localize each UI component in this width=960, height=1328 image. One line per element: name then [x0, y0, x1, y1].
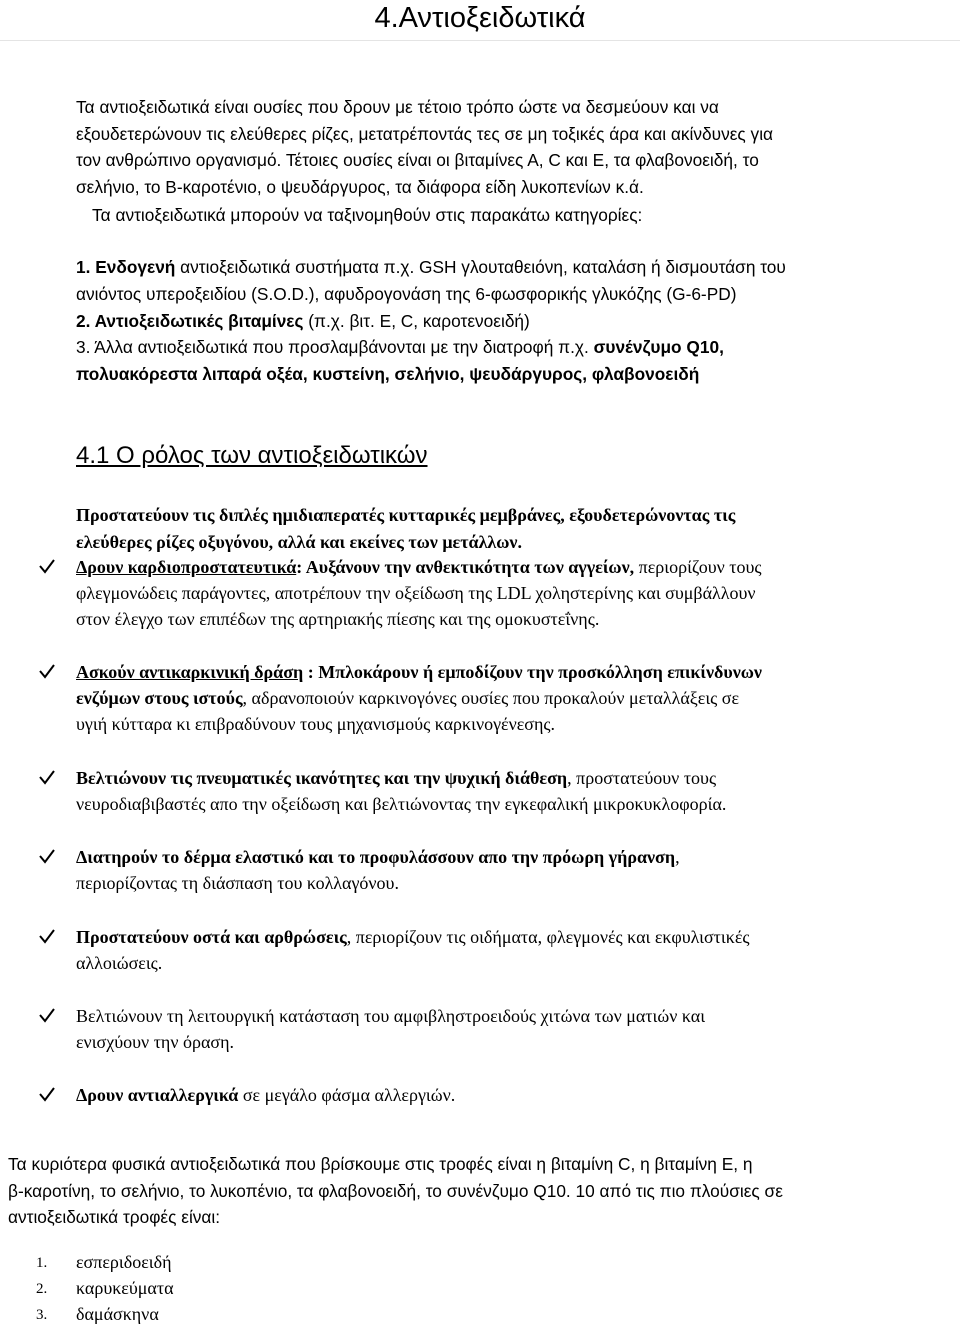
intro-line-1: Τα αντιοξειδωτικά είναι ουσίες που δρουν με τέτοιο τρόπο ώστε να δεσμεύουν και να [76, 97, 719, 117]
category-1-line-2: ανιόντος υπεροξειδίου (S.O.D.), αφυδρογονάση της 6-φωσφορικής γλυκόζης (G-6-PD) [76, 284, 737, 304]
category-1-text: αντιοξειδωτικά συστήματα π.χ. GSH γλουταθειόνη, καταλάση ή δισμουτάση του [175, 257, 786, 277]
bullet-5-line-2: αλλοιώσεις. [76, 953, 163, 973]
checkmark-icon [36, 925, 58, 947]
food-number: 1. [36, 1255, 48, 1271]
role-intro-line-2: ελεύθερες ρίζες οξυγόνου, αλλά και εκείνες των μετάλλων. [76, 532, 522, 552]
bullet-1-text: περιορίζουν τους [634, 557, 762, 577]
bullet-1-line-2: φλεγμονώδεις παράγοντες, αποτρέπουν την οξείδωση της LDL χοληστερίνης και συμβάλλουν [76, 583, 756, 603]
bullet-2-line-2-text: , αδρανοποιούν καρκινογόνες ουσίες που προκαλούν μεταλλάξεις σε [242, 688, 740, 708]
checkmark-icon [36, 766, 58, 788]
title-divider [0, 40, 960, 41]
bullet-2-line-3: υγιή κύτταρα κι επιβραδύνουν τους μηχανισμούς καρκινογένεσης. [76, 714, 556, 734]
bullet-1-title: Δρουν καρδιοπροστατευτικά [76, 557, 297, 577]
bullet-3-text: , προστατεύουν τους [567, 768, 717, 788]
bullet-3-line-2: νευροδιαβιβαστές απο την οξείδωση και βελτιώνοντας την εγκεφαλική μικροκυκλοφορία. [76, 794, 727, 814]
bullet-4-line-2: περιορίζοντας τη διάσπαση του κολλαγόνου. [76, 873, 399, 893]
food-number: 3. [36, 1307, 48, 1323]
category-3-text: 3. Άλλα αντιοξειδωτικά που προσλαμβάνονται με την διατροφή π.χ. [76, 337, 594, 357]
checkmark-icon [36, 1004, 58, 1026]
bullet-1-line-1 [76, 555, 762, 579]
intro-line-3: τον ανθρώπινο οργανισμό. Τέτοιες ουσίες είναι οι βιταμίνες Α, C και Ε, τα φλαβονοειδή, το [76, 150, 759, 170]
intro-line-4: σελήνιο, το Β-καροτένιο, ο ψευδάργυρος, τα διάφορα είδη λυκοπενίων κ.ά. [76, 177, 644, 197]
bullet-6-line-2: ενισχύουν την όραση. [76, 1032, 235, 1052]
checkmark-icon [36, 845, 58, 867]
closing-line-2: β-καροτίνη, το σελήνιο, το λυκοπένιο, τα φλαβονοειδή, το συνένζυμο Q10. 10 από τις πιο πλούσιες σε [8, 1181, 783, 1201]
bullet-4-title: Διατηρούν το δέρμα ελαστικό και το προφυλάσσουν απο την πρόωρη γήρανση [76, 847, 676, 867]
page-title: 4.Αντιοξειδωτικά [374, 2, 586, 34]
checkmark-icon [36, 555, 58, 577]
bullet-7-text: σε μεγάλο φάσμα αλλεργιών. [238, 1085, 456, 1105]
category-2-label: 2. Αντιοξειδωτικές βιταμίνες [76, 311, 304, 331]
intro-line-5: Τα αντιοξειδωτικά μπορούν να ταξινομηθούν στις παρακάτω κατηγορίες: [92, 205, 643, 225]
checkmark-icon [36, 660, 58, 682]
food-item: καρυκεύματα [76, 1278, 174, 1298]
bullet-1-line-3: στον έλεγχο των επιπέδων της αρτηριακής πίεσης και της ομοκυστεΐνης. [76, 609, 600, 629]
category-3-bold: συνένζυμο Q10, [593, 337, 724, 357]
bullet-5-title: Προστατεύουν οστά και αρθρώσεις [76, 927, 347, 947]
bullet-4-text: , [675, 847, 680, 867]
bullet-3-title: Βελτιώνουν τις πνευματικές ικανότητες και την ψυχική διάθεση [76, 768, 568, 788]
food-item: εσπεριδοειδή [76, 1252, 172, 1272]
checkmark-icon [36, 1083, 58, 1105]
bullet-3-line-1 [76, 766, 716, 790]
intro-line-2: εξουδετερώνουν τις ελεύθερες ρίζες, μετατρέποντάς τες σε μη τοξικές άρα και ακίνδυνες για [76, 124, 774, 144]
bullet-5-line-1 [76, 925, 750, 949]
category-1-label: 1. Ενδογενή [76, 257, 176, 277]
bullet-6-line-1: Βελτιώνουν τη λειτουργική κατάσταση του αμφιβληστροειδούς χιτώνα των ματιών και [76, 1006, 706, 1026]
category-3 [76, 335, 724, 359]
bullet-7-title: Δρουν αντιαλλεργικά [76, 1085, 239, 1105]
bullet-1-emphasis: : Αυξάνουν την ανθεκτικότητα των αγγείων, [296, 557, 635, 577]
section-heading: 4.1 Ο ρόλος των αντιοξειδωτικών [76, 442, 428, 469]
bullet-7-line-1 [76, 1083, 455, 1107]
bullet-2-line-1 [76, 660, 762, 684]
food-number: 2. [36, 1281, 48, 1297]
closing-line-3: αντιοξειδωτικά τροφές είναι: [8, 1207, 221, 1227]
category-2-text: (π.χ. βιτ. Ε, C, καροτενοειδή) [303, 311, 530, 331]
bullet-2-title: Ασκούν αντικαρκινική δράση [76, 662, 304, 682]
bullet-2-line-2 [76, 686, 739, 710]
category-2 [76, 309, 530, 333]
bullet-2-emphasis: : Μπλοκάρουν ή εμποδίζουν την προσκόλληση επικίνδυνων [303, 662, 762, 682]
bullet-5-text: , περιορίζουν τις οιδήματα, φλεγμονές και εκφυλιστικές [346, 927, 750, 947]
bullet-2-line-2-bold: ενζύμων στους ιστούς [76, 688, 243, 708]
category-3-line-2: πολυακόρεστα λιπαρά οξέα, κυστείνη, σελήνιο, ψευδάργυρος, φλαβονοειδή [76, 364, 700, 384]
role-intro-line-1: Προστατεύουν τις διπλές ημιδιαπερατές κυτταρικές μεμβράνες, εξουδετερώνοντας τις [76, 505, 736, 525]
food-item: δαμάσκηνα [76, 1304, 159, 1324]
closing-line-1: Τα κυριότερα φυσικά αντιοξειδωτικά που βρίσκουμε στις τροφές είναι η βιταμίνη C, η βιταμίνη Ε, η [8, 1154, 753, 1174]
category-1 [76, 255, 786, 279]
bullet-4-line-1 [76, 845, 680, 869]
